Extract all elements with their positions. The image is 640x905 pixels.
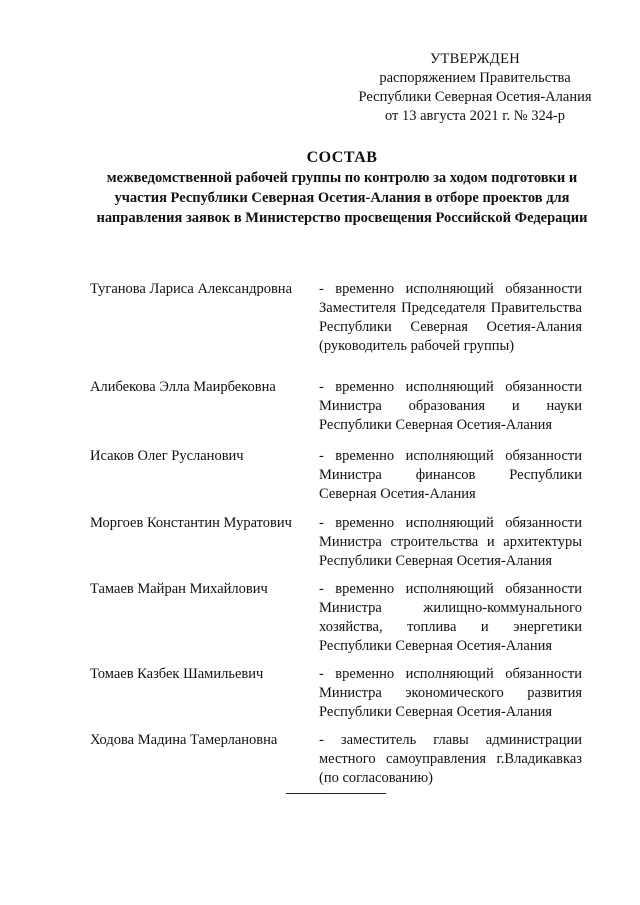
- member-name: Тамаев Майран Михайлович: [90, 581, 268, 597]
- member-name: Исаков Олег Русланович: [90, 448, 244, 464]
- member-name: Ходова Мадина Тамерлановна: [90, 732, 278, 748]
- approval-stamp: [330, 50, 620, 126]
- closing-divider: [286, 793, 386, 794]
- member-name: Туганова Лариса Александровна: [90, 281, 293, 297]
- document-title: СОСТАВ: [306, 149, 378, 166]
- member-role: - заместитель главы администрации местного самоуправления г.Владикавказ (по согласованию): [319, 732, 582, 786]
- member-name: Томаев Казбек Шамильевич: [90, 666, 264, 682]
- document-heading: [82, 148, 602, 228]
- member-role: - временно исполняющий обязанности Министра строительства и архитектуры Республики Северная Осетия-Алания: [319, 515, 582, 569]
- approval-line-2: Республики Северная Осетия-Алания: [358, 89, 592, 105]
- approval-line-3: от 13 августа 2021 г. № 324-р: [384, 108, 566, 124]
- member-role: - временно исполняющий обязанности Министра экономического развития Республики Северная Осетия-Алания: [319, 666, 582, 720]
- member-name: Моргоев Константин Муратович: [90, 515, 292, 531]
- member-role: - временно исполняющий обязанности Министра финансов Республики Северная Осетия-Алания: [319, 448, 582, 502]
- approval-title: УТВЕРЖДЕН: [429, 51, 521, 67]
- member-role: - временно исполняющий обязанности Заместителя Председателя Правительства Республики Северная Осетия-Алания (руководитель рабочей группы): [319, 281, 582, 354]
- approval-line-1: распоряжением Правительства: [379, 70, 571, 86]
- member-role: - временно исполняющий обязанности Министра образования и науки Республики Северная Осетия-Алания: [319, 379, 582, 433]
- document-subtitle: межведомственной рабочей группы по контролю за ходом подготовки и участия Республики Северная Осетия-Алания в отборе проектов для направления заявок в Министерство просвещения Российской Федерации: [96, 170, 588, 226]
- member-name: Алибекова Элла Маирбековна: [90, 379, 276, 395]
- member-role: - временно исполняющий обязанности Министра жилищно-коммунального хозяйства, топлива и энергетики Республики Северная Осетия-Алания: [319, 581, 582, 654]
